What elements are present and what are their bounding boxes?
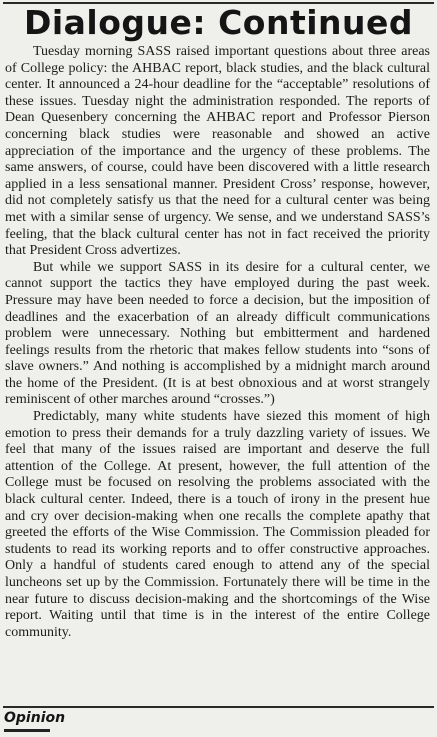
section-label: Opinion: [4, 710, 66, 726]
paragraph-3: Predictably, many white students have siezed this moment of high emotion to press their demands for a truly dazzling variety of issues. We feel that many of the issues raised are important and deserve the full attention of the College. At present, however, the full attention of the College must be focused on resolving the problems associated with the black cultural center. Indeed, there is a touch of irony in the present hue and cry over decision-making when one recalls the complete apathy that greeted the efforts of the Wise Commission. The Commission pleaded for students to read its working reports and to offer constructive approaches. Only a handful of students cared enough to attend any of the special luncheons set up by the Commission. Fortunately there will be time in the near future to discuss decision-making and the shortcomings of the Wise report. Waiting until that time is in the interest of the entire College community.: [5, 409, 430, 640]
bottom-rule: [3, 706, 434, 708]
section-label-underline: [4, 729, 50, 732]
headline: Dialogue: Continued: [23, 3, 414, 42]
paragraph-2: But while we support SASS in its desire for a cultural center, we cannot support the tactics they have employed during the past week. Pressure may have been needed to force a decision, but the imposition of deadlines and the exacerbation of an already difficult communications problem were unnecessary. Nothing but embitterment and hardened feelings results from the rhetoric that makes fellow students into “sons of slave owners.” And nothing is accomplished by a midnight march around the home of the President. (It is at best obnoxious and at worst strangely reminiscent of other marches around “crosses.”): [5, 259, 430, 408]
paragraph-1: Tuesday morning SASS raised important questions about three areas of College policy: the AHBAC report, black studies, and the black cultural center. It announced a 24-hour deadline for the “acceptable” resolutions of these issues. Tuesday night the administration responded. The reports of Dean Quesenbery concerning the AHBAC report and Professor Pierson concerning black studies were reasonable and showed an active appreciation of the importance and the urgency of these problems. The same answers, of course, could have been discovered with a little research applied in a less sensational manner. President Cross’ response, however, did not completely satisfy us that the need for a cultural center was being met with a similar sense of urgency. We sense, and we understand SASS’s feeling, that the black cultural center has not in fact received the priority that President Cross advertizes.: [5, 44, 430, 259]
article-body: [5, 44, 430, 641]
